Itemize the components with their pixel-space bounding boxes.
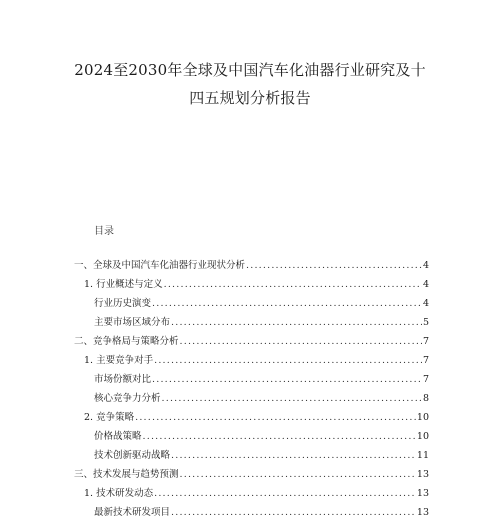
toc-entry[interactable] <box>74 354 429 368</box>
toc-dot-leader <box>154 354 422 368</box>
toc-entry[interactable] <box>74 316 429 330</box>
toc-entry-page: 13 <box>416 469 429 480</box>
toc-entry-page: 4 <box>422 260 429 271</box>
toc-dot-leader <box>152 373 422 387</box>
toc-entry-page: 13 <box>416 507 429 517</box>
toc-entry-label: 二、竞争格局与策略分析 <box>74 336 179 347</box>
toc-entry-label: 一、全球及中国汽车化油器行业现状分析 <box>74 260 246 271</box>
toc-entry-label: 市场份额对比 <box>94 374 152 385</box>
toc-dot-leader <box>164 278 422 292</box>
toc-entry-page: 11 <box>416 450 429 461</box>
toc-entry-label: 三、技术发展与趋势预测 <box>74 469 179 480</box>
toc-dot-leader <box>152 297 422 311</box>
document-title-line-2: 四五规划分析报告 <box>189 89 311 107</box>
toc-dot-leader <box>246 259 422 273</box>
toc-dot-leader <box>171 316 422 330</box>
toc-entry-page: 10 <box>416 412 429 423</box>
toc-entry-label: 1. 行业概述与定义 <box>84 279 163 290</box>
toc-entry-label: 1. 技术研发动态 <box>84 488 154 499</box>
toc-entry-label: 行业历史演变 <box>94 298 152 309</box>
toc-dot-leader <box>171 449 416 463</box>
toc-entry[interactable] <box>74 430 429 444</box>
toc-entry-page: 4 <box>422 279 429 290</box>
toc-entry[interactable] <box>74 297 429 311</box>
toc-entry-page: 10 <box>416 431 429 442</box>
toc-entry-label: 主要市场区域分布 <box>94 317 171 328</box>
toc-entry[interactable] <box>74 335 429 349</box>
toc-entry[interactable] <box>74 487 429 501</box>
toc-dot-leader <box>180 335 422 349</box>
toc-dot-leader <box>135 411 416 425</box>
toc-heading: 目录 <box>94 226 114 237</box>
toc-entry-label: 2. 竞争策略 <box>84 412 135 423</box>
toc-entry[interactable] <box>74 449 429 463</box>
toc-dot-leader <box>171 506 416 517</box>
toc-entry-label: 技术创新驱动战略 <box>94 450 171 461</box>
toc-entry[interactable] <box>74 468 429 482</box>
toc-entry[interactable] <box>74 506 429 517</box>
toc-entry-page: 7 <box>422 336 429 347</box>
toc-entry-page: 7 <box>422 355 429 366</box>
toc-entry-page: 13 <box>416 488 429 499</box>
toc-entry-page: 5 <box>422 317 429 328</box>
toc-entry[interactable] <box>74 278 429 292</box>
toc-entry-label: 核心竞争力分析 <box>94 393 161 404</box>
toc-dot-leader <box>154 487 416 501</box>
toc-entry-page: 4 <box>422 298 429 309</box>
toc-entry-page: 7 <box>422 374 429 385</box>
toc-dot-leader <box>180 468 416 482</box>
toc-entry-label: 1. 主要竞争对手 <box>84 355 154 366</box>
toc-entry[interactable] <box>74 411 429 425</box>
toc-entry-page: 8 <box>422 393 429 404</box>
toc-entry[interactable] <box>74 392 429 406</box>
document-title-line-1: 2024至2030年全球及中国汽车化油器行业研究及十 <box>74 61 426 79</box>
toc-dot-leader <box>143 430 416 444</box>
toc-entry[interactable] <box>74 373 429 387</box>
toc-entry[interactable] <box>74 259 429 273</box>
toc-dot-leader <box>162 392 422 406</box>
toc-entry-label: 价格战策略 <box>94 431 142 442</box>
toc-entry-label: 最新技术研发项目 <box>94 507 171 517</box>
